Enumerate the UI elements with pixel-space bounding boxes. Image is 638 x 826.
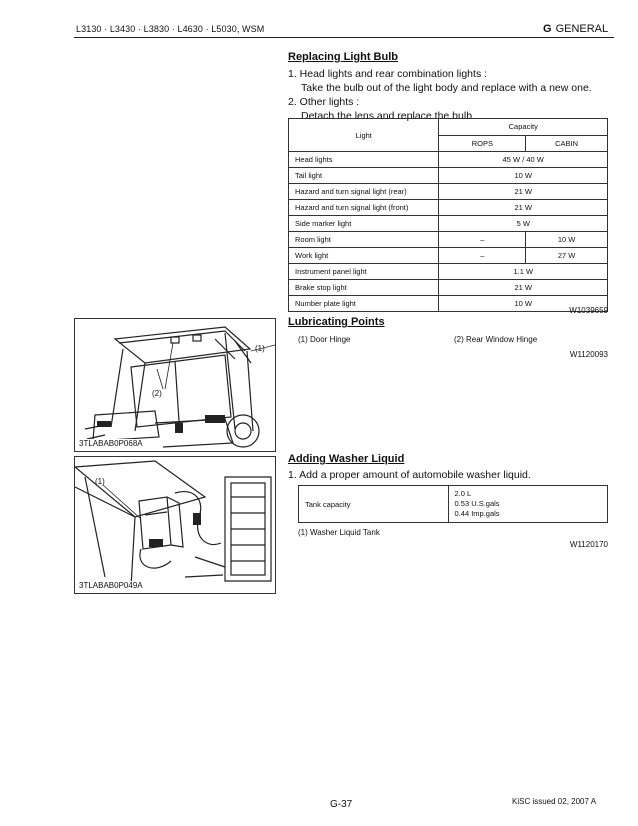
figure-label: 3TLABAB0P068A (79, 439, 143, 448)
table-row (289, 168, 608, 184)
table-header-rops: ROPS (439, 135, 526, 152)
light-value: 10 W (439, 296, 608, 312)
table-row (289, 216, 608, 232)
washer-step-1: 1. Add a proper amount of automobile washer liquid. (288, 469, 531, 481)
light-value-rops: – (439, 232, 526, 248)
tank-capacity-us-gals: 0.53 U.S.gals (454, 499, 500, 508)
light-step-2-detail: Detach the lens and replace the bulb. (301, 110, 475, 122)
cabin-illustration (75, 319, 275, 451)
table-header-light: Light (289, 119, 439, 152)
figure-label-washer: 3TLABAB0P049A (79, 581, 143, 590)
table-row (289, 232, 608, 248)
light-name: Tail light (289, 168, 439, 184)
light-name: Instrument panel light (289, 264, 439, 280)
doc-code-light: W1039659 (569, 306, 608, 315)
light-name: Hazard and turn signal light (front) (289, 200, 439, 216)
light-name: Brake stop light (289, 280, 439, 296)
header-section (543, 23, 608, 35)
light-value: 21 W (439, 280, 608, 296)
light-value: 21 W (439, 200, 608, 216)
table-row (289, 264, 608, 280)
section-title-lubricating-points: Lubricating Points (288, 316, 385, 328)
tank-capacity-label: Tank capacity (299, 486, 449, 523)
tank-capacity-values (448, 486, 607, 523)
light-name: Head lights (289, 152, 439, 168)
header-section-letter: G (543, 23, 552, 35)
tank-capacity-imp-gals: 0.44 Imp.gals (454, 509, 500, 518)
light-name: Room light (289, 232, 439, 248)
lube-item-2: (2) Rear Window Hinge (454, 335, 538, 344)
light-value-cabin: 27 W (526, 248, 608, 264)
table-row (289, 152, 608, 168)
lube-item-1: (1) Door Hinge (298, 335, 351, 344)
callout-2: (2) (152, 389, 162, 398)
doc-code-lube: W1120093 (569, 350, 608, 359)
light-step-2: 2. Other lights : (288, 96, 360, 108)
issued-note: KiSC issued 02, 2007 A (512, 797, 597, 806)
header-section-name: GENERAL (555, 23, 609, 35)
light-name: Number plate light (289, 296, 439, 312)
washer-capacity-table (298, 485, 608, 523)
table-row (289, 248, 608, 264)
figure-cabin-hinges (74, 318, 276, 452)
light-value-cabin: 10 W (526, 232, 608, 248)
light-name: Hazard and turn signal light (rear) (289, 184, 439, 200)
tank-capacity-liters: 2.0 L (454, 489, 472, 498)
table-row (289, 200, 608, 216)
light-value: 21 W (439, 184, 608, 200)
light-value: 10 W (439, 168, 608, 184)
callout-1: (1) (255, 344, 265, 353)
washer-item-1: (1) Washer Liquid Tank (298, 528, 380, 537)
table-header-capacity: Capacity (439, 119, 608, 136)
table-row (289, 184, 608, 200)
light-step-1: 1. Head lights and rear combination lights : (288, 68, 488, 80)
light-value: 5 W (439, 216, 608, 232)
light-capacity-table (288, 118, 608, 312)
washer-tank-illustration (75, 457, 275, 593)
section-title-adding-washer-liquid: Adding Washer Liquid (288, 453, 405, 465)
figure-washer-tank (74, 456, 276, 594)
table-row (289, 280, 608, 296)
header-divider (74, 37, 614, 38)
light-value: 1.1 W (439, 264, 608, 280)
light-name: Side marker light (289, 216, 439, 232)
light-step-1-detail: Take the bulb out of the light body and replace with a new one. (301, 82, 592, 94)
section-title-replacing-light-bulb: Replacing Light Bulb (288, 51, 398, 63)
light-value-rops: – (439, 248, 526, 264)
light-name: Work light (289, 248, 439, 264)
header-models: L3130 · L3430 · L3830 · L4630 · L5030, WSM (76, 24, 265, 34)
page-number: G-37 (330, 799, 353, 810)
callout-washer-1: (1) (95, 477, 105, 486)
table-header-cabin: CABIN (526, 135, 608, 152)
doc-code-washer: W1120170 (569, 540, 608, 549)
light-value: 45 W / 40 W (439, 152, 608, 168)
